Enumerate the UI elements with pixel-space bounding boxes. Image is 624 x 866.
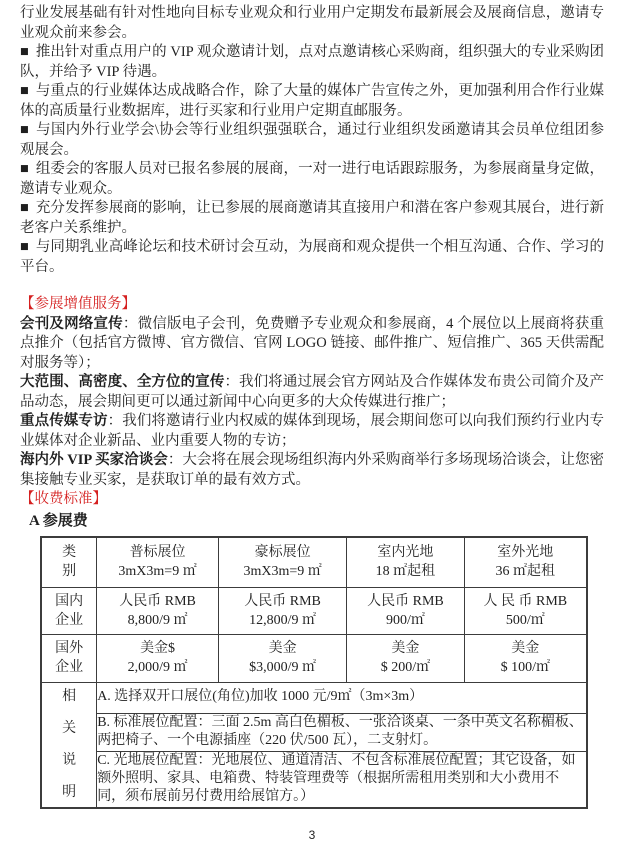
- cell-line: 500/㎡: [505, 612, 545, 628]
- bullet-item: [20, 82, 604, 121]
- price-cell: [218, 634, 346, 682]
- bullet-item: [20, 160, 604, 199]
- price-cell: [97, 587, 219, 634]
- square-bullet-icon: ■: [20, 161, 29, 177]
- table-header-row: [41, 537, 587, 587]
- square-bullet-icon: ■: [20, 239, 29, 255]
- bullet-text: 充分发挥参展商的影响，让已参展的展商邀请其直接用户和潜在客户参观其展台，进行新老客户关系维护。: [20, 200, 605, 236]
- service-item-label: 会刊及网络宣传: [20, 315, 123, 332]
- header-cell-standard-booth: [97, 537, 219, 587]
- cell-line: $3,000/9 ㎡: [249, 660, 317, 675]
- page-number: 3: [308, 828, 316, 842]
- bullet-text: 与国内外行业学会\协会等行业组织强强联合，通过行业组织发函邀请其会员单位组团参观展会。: [20, 122, 604, 158]
- header-cell-category: [41, 537, 97, 587]
- service-item-text: ：我们将邀请行业内权威的媒体到现场，展会期间您可以向我们预约行业内专业媒体对企业新品、业内重要人物的专访；: [20, 413, 605, 449]
- price-cell: [464, 634, 587, 682]
- cell-line: 8,800/9 ㎡: [127, 612, 188, 628]
- cell-line: 别: [62, 564, 77, 580]
- note-c-text: C. 光地展位配置：光地展位、通道清洁、不包含标准展位配置；其它设备，如额外照明、家具、电箱费、特装管理费等（根据所需租用类别和大小费用不同，须布展前另付费用给展馆方。）: [97, 751, 587, 808]
- cell-line: 18 ㎡起租: [375, 564, 436, 580]
- cell-line: 美金: [268, 641, 297, 656]
- price-cell: [347, 634, 464, 682]
- header-cell-indoor-space: [347, 537, 464, 587]
- cell-line: 豪标展位: [254, 545, 311, 561]
- cell-line: 3mX3m=9 ㎡: [118, 564, 197, 580]
- cell-line: 类: [62, 545, 77, 561]
- service-item: [20, 451, 604, 490]
- price-cell: [97, 634, 219, 682]
- service-item: [20, 373, 604, 412]
- cell-line: 企业: [55, 612, 84, 628]
- service-item: [20, 315, 604, 374]
- cell-line: 国外: [55, 641, 84, 656]
- cell-line: $ 100/㎡: [500, 660, 550, 675]
- fees-subheading: A 参展费: [29, 512, 88, 529]
- section-heading-fee-standard: 【收费标准】: [20, 491, 107, 507]
- price-cell: [218, 587, 346, 634]
- vertical-label-char: 相: [62, 688, 77, 704]
- cell-line: 2,000/9 ㎡: [127, 660, 188, 675]
- cell-line: $ 200/㎡: [380, 660, 431, 675]
- bullet-text: 组委会的客服人员对已报名参展的展商，一对一进行电话跟踪服务，为参展商量身定做，邀请专业观众。: [20, 161, 605, 197]
- service-item-label: 重点传媒专访: [20, 413, 108, 429]
- service-item-text: ：大会将在展会现场组织海内外采购商举行多场现场洽谈会，让您密集接触专业买家，是获取订单的最有效方式。: [20, 452, 604, 488]
- table-row-note-b: [41, 713, 587, 751]
- cell-line: 12,800/9 ㎡: [249, 612, 317, 628]
- vertical-label-char: 说: [62, 752, 77, 768]
- cell-line: 3mX3m=9 ㎡: [243, 564, 322, 580]
- cell-line: 美金: [511, 641, 540, 656]
- cell-line: 企业: [55, 660, 84, 675]
- table-row-foreign: [41, 634, 587, 682]
- cell-line: 美金$: [140, 641, 176, 656]
- table-row-domestic: [41, 587, 587, 634]
- table-row-note-c: [41, 751, 587, 808]
- row-label-domestic: [41, 587, 97, 634]
- square-bullet-icon: ■: [20, 83, 29, 99]
- service-item-label: 大范围、高密度、全方位的宣传: [20, 374, 225, 390]
- cell-line: 普标展位: [129, 545, 186, 561]
- price-cell: [464, 587, 587, 634]
- bullet-text: 与同期乳业高峰论坛和技术研讨会互动，为展商和观众提供一个相互沟通、合作、学习的平台。: [20, 239, 605, 275]
- vertical-label-char: 关: [62, 720, 77, 736]
- cell-line: 人 民 币 RMB: [483, 593, 568, 609]
- cell-line: 36 ㎡起租: [495, 564, 556, 580]
- bullet-item: [20, 199, 604, 238]
- cell-line: 美金: [391, 641, 420, 656]
- service-item-text: ：微信版电子会刊，免费赠予专业观众和参展商，4 个展位以上展商将获重点推介（包括官方微博、官方微信、官网 LOGO 链接、邮件推广、短信推广、365 天供需配对服务等）；: [20, 315, 605, 371]
- price-cell: [347, 587, 464, 634]
- table-row-note-a: [41, 682, 587, 713]
- bullet-item: [20, 43, 604, 82]
- cell-line: 900/㎡: [385, 612, 425, 628]
- service-item: [20, 412, 604, 451]
- bullet-text: 推出针对重点用户的 VIP 观众邀请计划，点对点邀请核心采购商，组织强大的专业采购团队，并给予 VIP 待遇。: [20, 44, 604, 80]
- cell-line: 室内光地: [377, 545, 434, 561]
- cell-line: 国内: [55, 593, 84, 609]
- bullet-text: 与重点的行业媒体达成战略合作，除了大量的媒体广告宣传之外，更加强利用合作行业媒体的高质量行业数据库，进行买家和行业用户定期直邮服务。: [20, 83, 605, 119]
- square-bullet-icon: ■: [20, 200, 29, 216]
- vertical-label: [42, 689, 96, 801]
- header-cell-outdoor-space: [464, 537, 587, 587]
- cell-line: 人民币 RMB: [119, 593, 196, 609]
- intro-paragraph: 行业发展基础有针对性地向目标专业观众和行业用户定期发布最新展会及展商信息，邀请专业观众前来参会。: [20, 5, 604, 41]
- square-bullet-icon: ■: [20, 44, 29, 60]
- service-item-text: ：我们将通过展会官方网站及合作媒体发布贵公司简介及产品动态，展会期间更可以通过新闻中心向更多的大众传媒进行推广；: [20, 374, 604, 410]
- bullet-item: [20, 121, 604, 160]
- note-a-text: A. 选择双开口展位(角位)加收 1000 元/9㎡（3m×3m）: [97, 682, 587, 713]
- row-label-foreign: [41, 634, 97, 682]
- cell-line: 室外光地: [497, 545, 554, 561]
- bullet-item: [20, 238, 604, 277]
- cell-line: 人民币 RMB: [244, 593, 321, 609]
- note-b-text: B. 标准展位配置：三面 2.5m 高白色楣板、一张洽谈桌、一条中英文名称楣板、两把椅子、一个电源插座（220 伏/500 瓦），二支射灯。: [97, 713, 587, 751]
- header-cell-deluxe-booth: [218, 537, 346, 587]
- vertical-label-char: 明: [62, 784, 77, 800]
- cell-line: 人民币 RMB: [367, 593, 444, 609]
- fees-table: [40, 536, 588, 809]
- notes-label-cell: [41, 682, 97, 808]
- service-item-label: 海内外 VIP 买家洽谈会: [20, 452, 168, 468]
- square-bullet-icon: ■: [20, 122, 30, 138]
- section-heading-value-added-services: 【参展增值服务】: [20, 296, 136, 312]
